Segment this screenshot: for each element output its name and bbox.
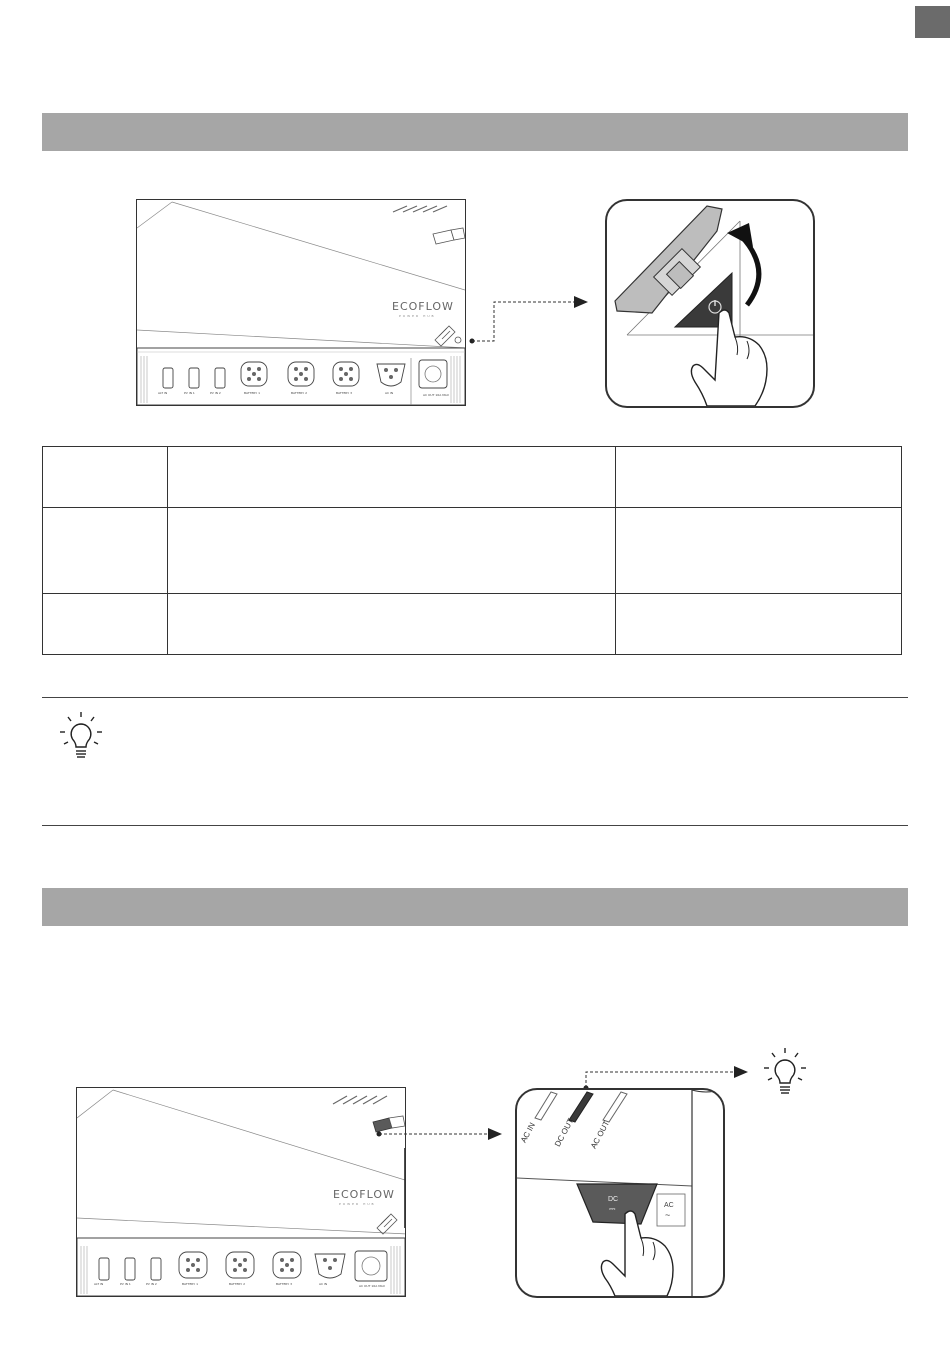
power-hub-illustration-2 — [77, 1088, 405, 1296]
power-hub-device-1 — [136, 199, 466, 406]
table-cell — [616, 447, 902, 508]
ac-out-label-2: AC OUT 16A MAX — [359, 1284, 385, 1288]
svg-text:POWER HUB: POWER HUB — [399, 314, 436, 318]
slot-label-ac-out: AC OUT — [589, 1119, 612, 1151]
section-header-bar-2 — [42, 888, 908, 926]
dashed-arrow-connector-1 — [462, 290, 592, 350]
table-cell — [43, 447, 168, 508]
slot-label-dc-out: DC OUT — [553, 1116, 576, 1149]
device-logo-text-2: ECOFLOW — [333, 1188, 395, 1201]
section-header-bar-1 — [42, 113, 908, 151]
dc-symbol-icon: ⎓ — [609, 1204, 616, 1213]
zoom-dc-button-detail — [515, 1088, 725, 1298]
dc-button-illustration — [517, 1090, 723, 1296]
ac-out-label-1: AC OUT 16A MAX — [423, 393, 449, 397]
tip-top-rule — [42, 697, 908, 698]
port-label-battery-2: BATTERY 2 — [291, 391, 307, 395]
lightbulb-icon — [760, 1046, 810, 1100]
svg-text:POWER HUB: POWER HUB — [339, 1202, 376, 1206]
dc-button-label: DC — [608, 1196, 619, 1203]
ac-symbol-icon: ~ — [665, 1210, 671, 1220]
port-labels-2 — [93, 1282, 353, 1296]
power-hub-device-2 — [76, 1087, 406, 1297]
zoom-power-button-detail — [605, 199, 815, 408]
dashed-arrow-connector-2 — [372, 1122, 504, 1146]
port-label-pv-in-2: PV IN 2 — [210, 391, 221, 395]
port-label-battery-1: BATTERY 1 — [182, 1282, 198, 1286]
table-row — [43, 508, 902, 594]
table-cell — [616, 594, 902, 655]
table-cell — [168, 447, 616, 508]
power-hub-illustration — [137, 200, 465, 405]
table-row — [43, 594, 902, 655]
port-label-pv-in-2: PV IN 2 — [146, 1282, 157, 1286]
port-label-ac-in: AC IN — [319, 1282, 328, 1286]
table-cell — [43, 508, 168, 594]
page-corner-tab — [915, 6, 950, 38]
table-cell — [43, 594, 168, 655]
tip-bottom-rule — [42, 825, 908, 826]
port-label-alt-in: ALT IN — [94, 1282, 104, 1286]
port-labels-1 — [157, 391, 417, 405]
ac-button-label: AC — [664, 1202, 674, 1209]
slot-label-ac-in: AC IN — [519, 1121, 537, 1145]
table-cell — [168, 508, 616, 594]
port-label-battery-1: BATTERY 1 — [244, 391, 260, 395]
table-row — [43, 447, 902, 508]
port-label-pv-in-1: PV IN 1 — [184, 391, 195, 395]
port-label-battery-3: BATTERY 3 — [276, 1282, 292, 1286]
port-label-pv-in-1: PV IN 1 — [120, 1282, 131, 1286]
device-logo-text-1: ECOFLOW — [392, 300, 454, 313]
lightbulb-icon — [56, 710, 106, 764]
port-label-alt-in: ALT IN — [158, 391, 168, 395]
port-label-ac-in: AC IN — [385, 391, 394, 395]
port-label-battery-2: BATTERY 2 — [229, 1282, 245, 1286]
table-cell — [168, 594, 616, 655]
table-cell — [616, 508, 902, 594]
port-label-battery-3: BATTERY 3 — [336, 391, 352, 395]
spec-table — [42, 446, 902, 655]
power-button-illustration — [607, 201, 813, 406]
